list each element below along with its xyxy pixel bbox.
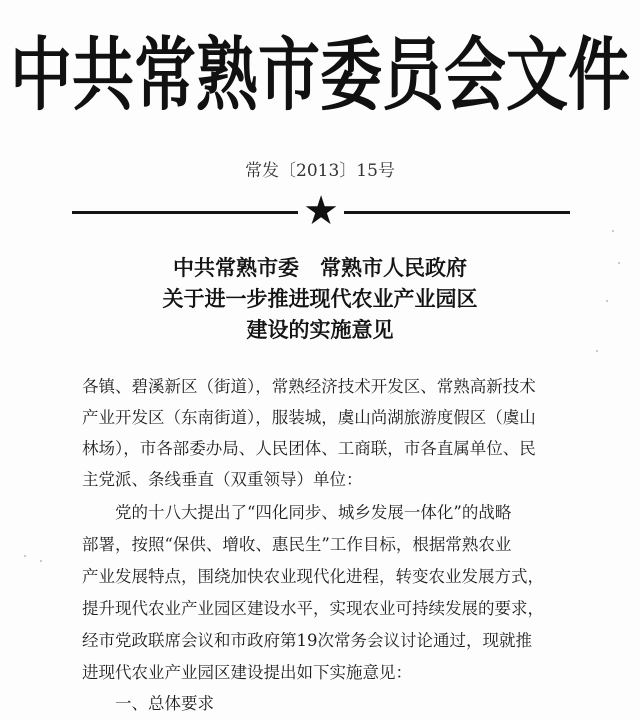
divider-rule-left bbox=[72, 211, 298, 214]
divider-rule-right bbox=[344, 211, 570, 214]
body-line: 党的十八大提出了“四化同步、城乡发展一体化”的战略 bbox=[82, 503, 512, 522]
body-line: 林场），市各部委办局、人民团体、工商联，市各直属单位、民 bbox=[82, 439, 536, 458]
document-title-line-1: 中共常熟市委 常熟市人民政府 bbox=[173, 255, 467, 280]
star-icon: ★ bbox=[303, 188, 339, 234]
body-line: 产业发展特点，围绕加快农业现代化进程，转变农业发展方式， bbox=[82, 567, 544, 586]
scan-speck bbox=[40, 560, 42, 562]
body-line: 一、总体要求 bbox=[82, 694, 214, 713]
scan-speck bbox=[618, 262, 620, 264]
document-number: 常发〔2013〕15号 bbox=[245, 161, 395, 181]
body-line: 经市党政联席会议和市政府第19次常务会议讨论通过，现就推 bbox=[82, 631, 532, 650]
document-title-line-3: 建设的实施意见 bbox=[246, 317, 394, 342]
body-line: 部署，按照“保供、增收、惠民生”工作目标，根据常熟农业 bbox=[82, 535, 512, 554]
body-line: 进现代农业产业园区建设提出如下实施意见： bbox=[82, 663, 412, 682]
scan-speck bbox=[24, 555, 26, 557]
scan-speck bbox=[612, 230, 614, 232]
body-line: 主党派、条线垂直（双重领导）单位： bbox=[82, 470, 363, 489]
body-line: 各镇、碧溪新区（街道），常熟经济技术开发区、常熟高新技术 bbox=[82, 377, 536, 396]
document-header: 中共常熟市委员会文件 bbox=[9, 28, 630, 122]
scan-speck bbox=[596, 350, 598, 352]
scan-speck bbox=[606, 300, 608, 302]
body-line: 提升现代农业产业园区建设水平，实现农业可持续发展的要求， bbox=[82, 599, 544, 618]
document-title-line-2: 关于进一步推进现代农业产业园区 bbox=[162, 286, 478, 311]
body-line: 产业开发区（东南街道），服装城，虞山尚湖旅游度假区（虞山 bbox=[82, 408, 536, 427]
